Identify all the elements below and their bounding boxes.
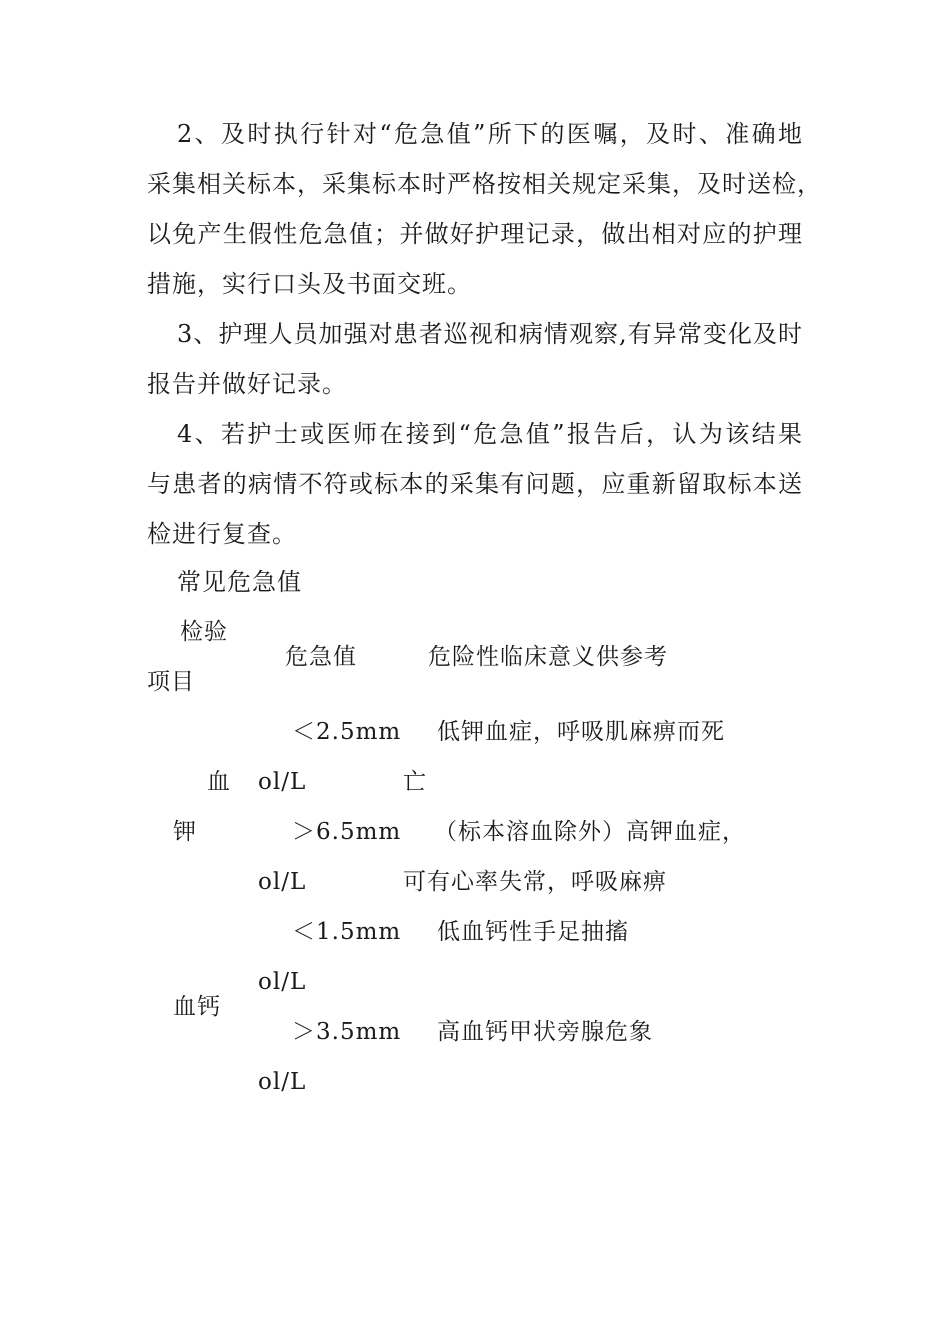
header-critical-value: 危急值 xyxy=(285,644,357,670)
paragraph-2-line-3: 以免产生假性危急值；并做好护理记录，做出相对应的护理 xyxy=(147,220,803,248)
paragraph-3-line-1: 3、护理人员加强对患者巡视和病情观察,有异常变化及时 xyxy=(177,320,803,348)
paragraph-2-line-1: 2、及时执行针对“危急值”所下的医嘱，及时、准确地 xyxy=(177,120,803,148)
calcium-high-meaning: 高血钙甲状旁腺危象 xyxy=(437,1019,653,1045)
potassium-low-meaning-line-2: 亡 xyxy=(403,769,427,795)
header-item-line-1: 检验 xyxy=(180,619,228,645)
calcium-low-value-line-2: ol/L xyxy=(258,969,307,995)
section-title: 常见危急值 xyxy=(177,568,302,596)
calcium-name: 血钙 xyxy=(173,994,221,1020)
paragraph-3-line-2: 报告并做好记录。 xyxy=(147,370,347,398)
potassium-high-value-line-1: ＞6.5mm xyxy=(292,819,402,845)
potassium-name-line-2: 钾 xyxy=(173,819,197,845)
paragraph-4-line-2: 与患者的病情不符或标本的采集有问题，应重新留取标本送 xyxy=(147,470,803,498)
potassium-name-line-1: 血 xyxy=(207,769,231,795)
potassium-high-meaning-line-1: （标本溶血除外）高钾血症， xyxy=(434,819,746,845)
calcium-high-value-line-2: ol/L xyxy=(258,1069,307,1095)
potassium-low-value-line-2: ol/L xyxy=(258,769,307,795)
paragraph-4-line-3: 检进行复查。 xyxy=(147,520,297,548)
calcium-low-value-line-1: ＜1.5mm xyxy=(292,919,402,945)
header-clinical-meaning: 危险性临床意义供参考 xyxy=(428,644,668,670)
header-item-line-2: 项目 xyxy=(147,669,195,695)
potassium-high-meaning-line-2: 可有心率失常，呼吸麻痹 xyxy=(403,869,667,895)
calcium-low-meaning: 低血钙性手足抽搐 xyxy=(437,919,629,945)
paragraph-2-line-4: 措施，实行口头及书面交班。 xyxy=(147,270,472,298)
potassium-low-value-line-1: ＜2.5mm xyxy=(292,719,402,745)
paragraph-4-line-1: 4、若护士或医师在接到“危急值”报告后，认为该结果 xyxy=(177,420,803,448)
potassium-high-value-line-2: ol/L xyxy=(258,869,307,895)
paragraph-2-line-2: 采集相关标本，采集标本时严格按相关规定采集，及时送检， xyxy=(147,170,822,198)
calcium-high-value-line-1: ＞3.5mm xyxy=(292,1019,402,1045)
potassium-low-meaning-line-1: 低钾血症，呼吸肌麻痹而死 xyxy=(437,719,725,745)
